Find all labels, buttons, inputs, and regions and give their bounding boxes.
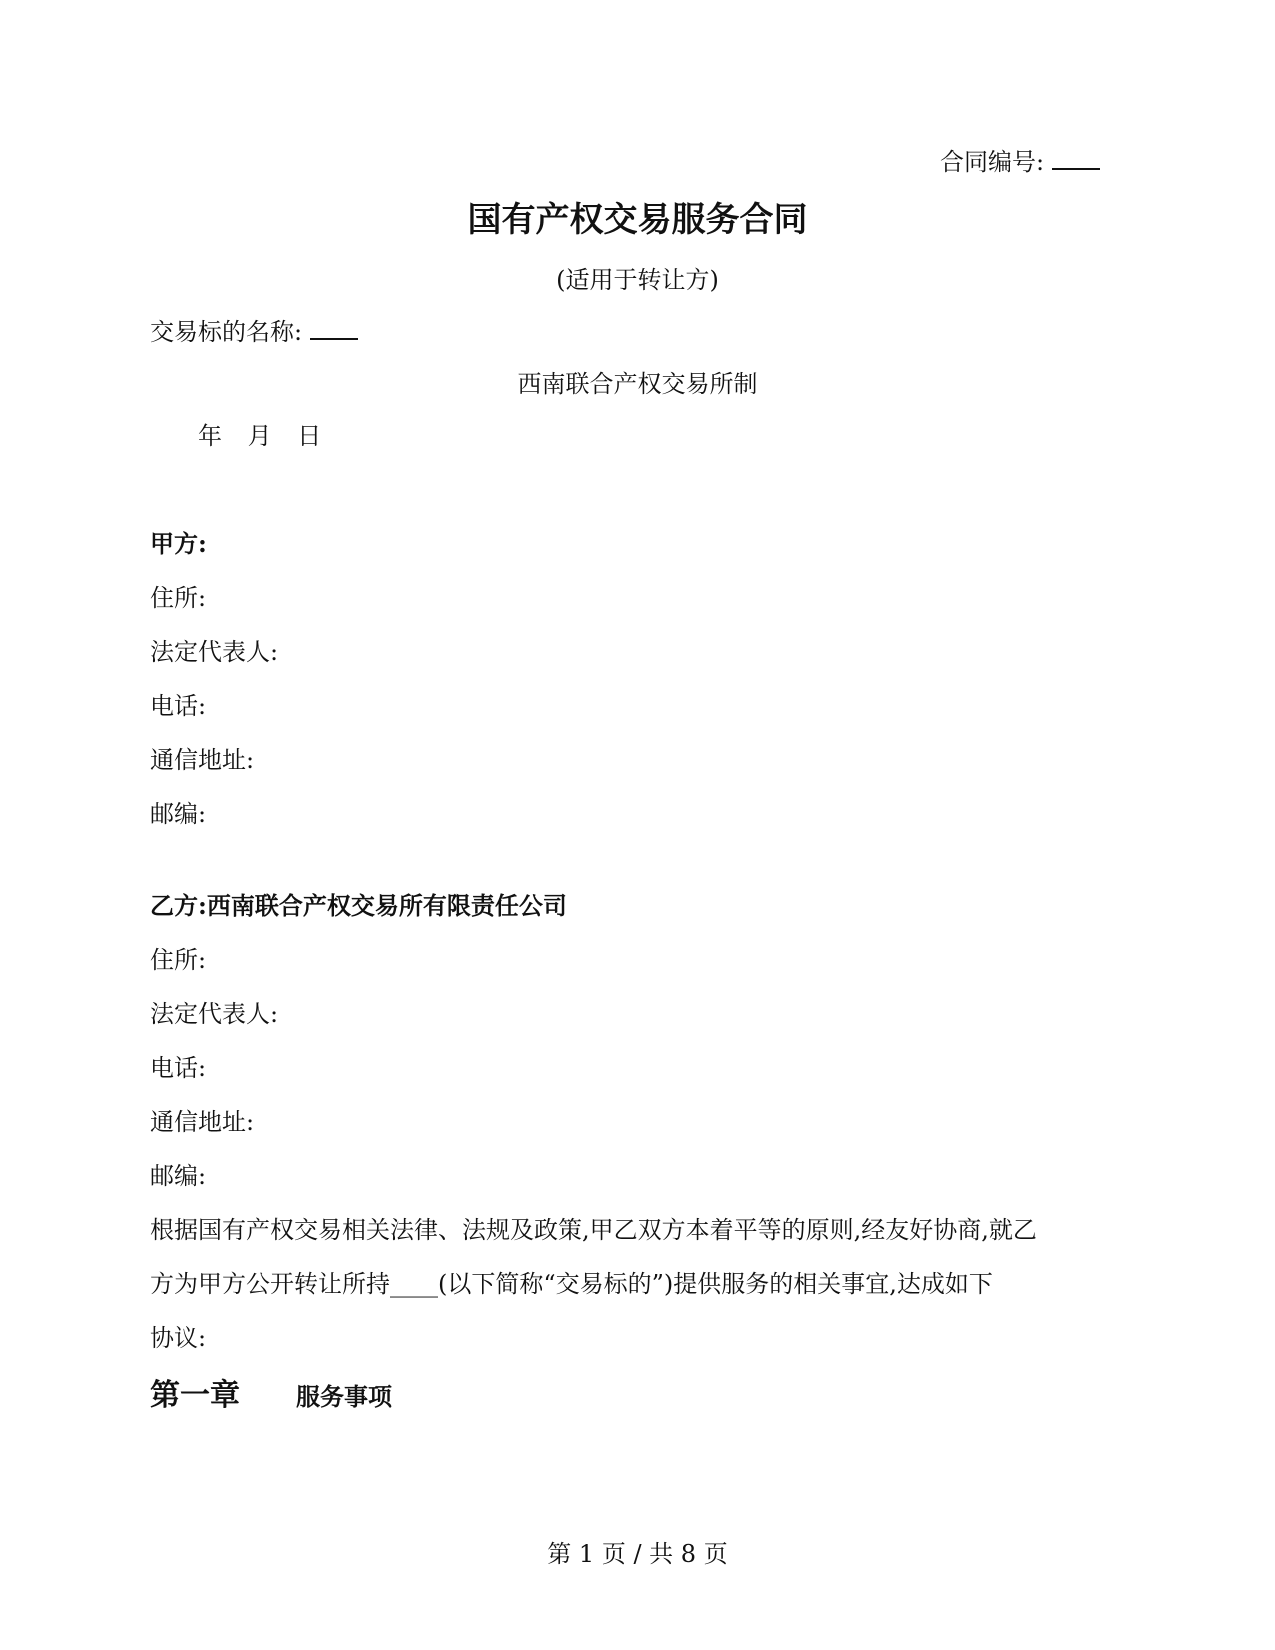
party-b-address: 住所: [150,946,207,974]
party-a-address: 住所: [150,584,207,612]
party-b-phone: 电话: [150,1054,207,1082]
party-b-postcode: 邮编: [150,1162,207,1190]
preamble-line-3: 协议: [150,1324,207,1352]
party-b-mail-address: 通信地址: [150,1108,255,1136]
chapter-title: 服务事项 [296,1382,392,1411]
party-a-heading: 甲方: [150,529,207,558]
date-line: 年 月 日 [198,422,322,450]
party-a-postcode: 邮编: [150,800,207,828]
document-title: 国有产权交易服务合同 [467,200,808,240]
party-a-legal-rep: 法定代表人: [150,638,279,666]
subject-name-line [150,316,358,348]
contract-number-label: 合同编号: [940,148,1045,176]
contract-number-line [940,146,1100,178]
document-subtitle: (适用于转让方) [556,266,719,294]
subject-name-label: 交易标的名称: [150,318,303,346]
issuer-line: 西南联合产权交易所制 [517,370,758,398]
preamble-line-2-end: (以下简称“交易标的”)提供服务的相关事宜,达成如下 [438,1270,993,1298]
party-b-heading: 乙方:西南联合产权交易所有限责任公司 [150,891,567,920]
preamble-target-blank[interactable]: ____ [390,1270,438,1298]
party-a-phone: 电话: [150,692,207,720]
preamble-line-2 [150,1268,993,1300]
chapter-heading [150,1376,392,1417]
preamble-line-1: 根据国有产权交易相关法律、法规及政策,甲乙双方本着平等的原则,经友好协商,就乙 [150,1216,1037,1244]
subject-name-blank[interactable] [310,316,358,340]
party-a-mail-address: 通信地址: [150,746,255,774]
contract-number-blank[interactable] [1052,146,1100,170]
preamble-line-2-start: 方为甲方公开转让所持 [150,1270,390,1298]
party-b-legal-rep: 法定代表人: [150,1000,279,1028]
page-footer: 第 1 页 / 共 8 页 [547,1540,728,1568]
chapter-number: 第一章 [150,1378,240,1413]
